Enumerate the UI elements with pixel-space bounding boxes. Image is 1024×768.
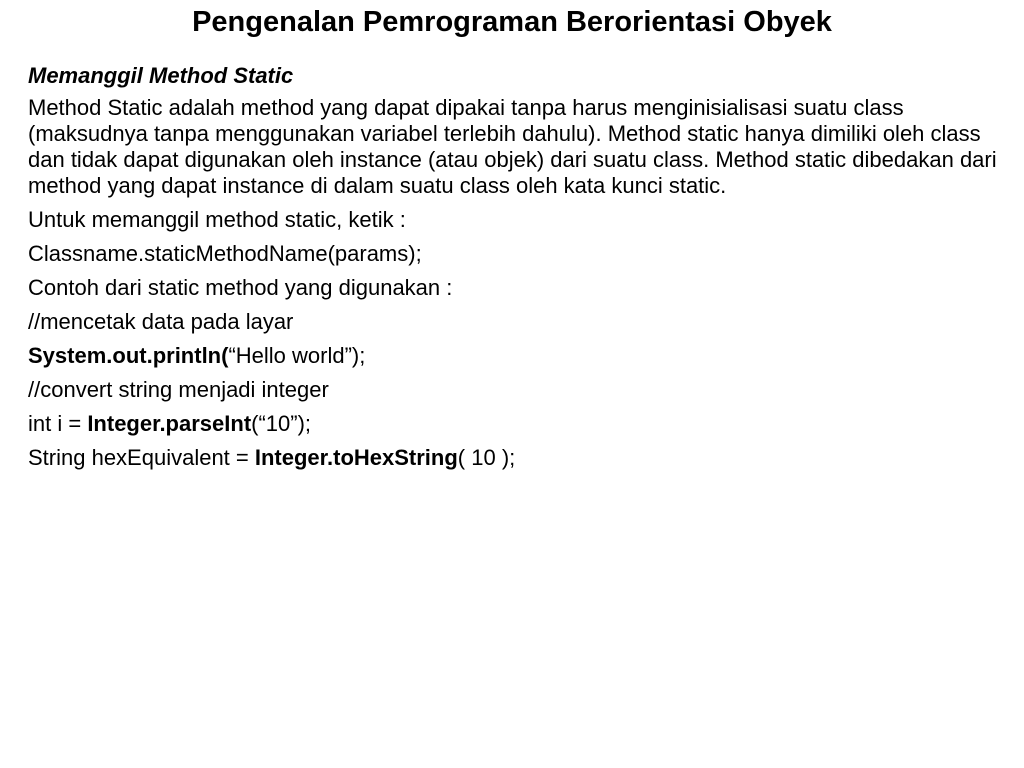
- println-method-name: System.out.println(: [28, 343, 229, 368]
- parse-int-prefix: int i =: [28, 411, 88, 436]
- to-hex-string-code-line: [28, 445, 998, 471]
- section-subtitle: Memanggil Method Static: [28, 63, 294, 88]
- to-hex-string-prefix: String hexEquivalent =: [28, 445, 255, 470]
- example-intro-text: Contoh dari static method yang digunakan :: [28, 275, 453, 300]
- call-intro-text: Untuk memanggil method static, ketik :: [28, 207, 406, 232]
- parse-int-code-line: [28, 411, 998, 437]
- description-paragraph: Method Static adalah method yang dapat dipakai tanpa harus menginisialisasi suatu class (maksudnya tanpa menggunakan variabel terlebih dahulu). Method static hanya dimiliki oleh class dan tidak dapat digunakan oleh instance (atau objek) dari suatu class. Method static dibedakan dari method yang dapat instance di dalam suatu class oleh kata kunci static.: [28, 95, 997, 198]
- call-syntax-code: Classname.staticMethodName(params);: [28, 241, 422, 266]
- slide-content: [28, 61, 998, 471]
- print-comment: //mencetak data pada layar: [28, 309, 294, 334]
- to-hex-string-arguments: ( 10 );: [457, 445, 516, 470]
- parse-int-method-name: Integer.parseInt: [87, 411, 252, 436]
- println-code-line: [28, 343, 998, 369]
- to-hex-string-method-name: Integer.toHexString: [254, 445, 458, 470]
- println-arguments: “Hello world”);: [228, 343, 366, 368]
- parse-int-arguments: (“10”);: [251, 411, 312, 436]
- convert-comment: //convert string menjadi integer: [28, 377, 329, 402]
- slide-title: Pengenalan Pemrograman Berorientasi Obyek: [192, 6, 832, 38]
